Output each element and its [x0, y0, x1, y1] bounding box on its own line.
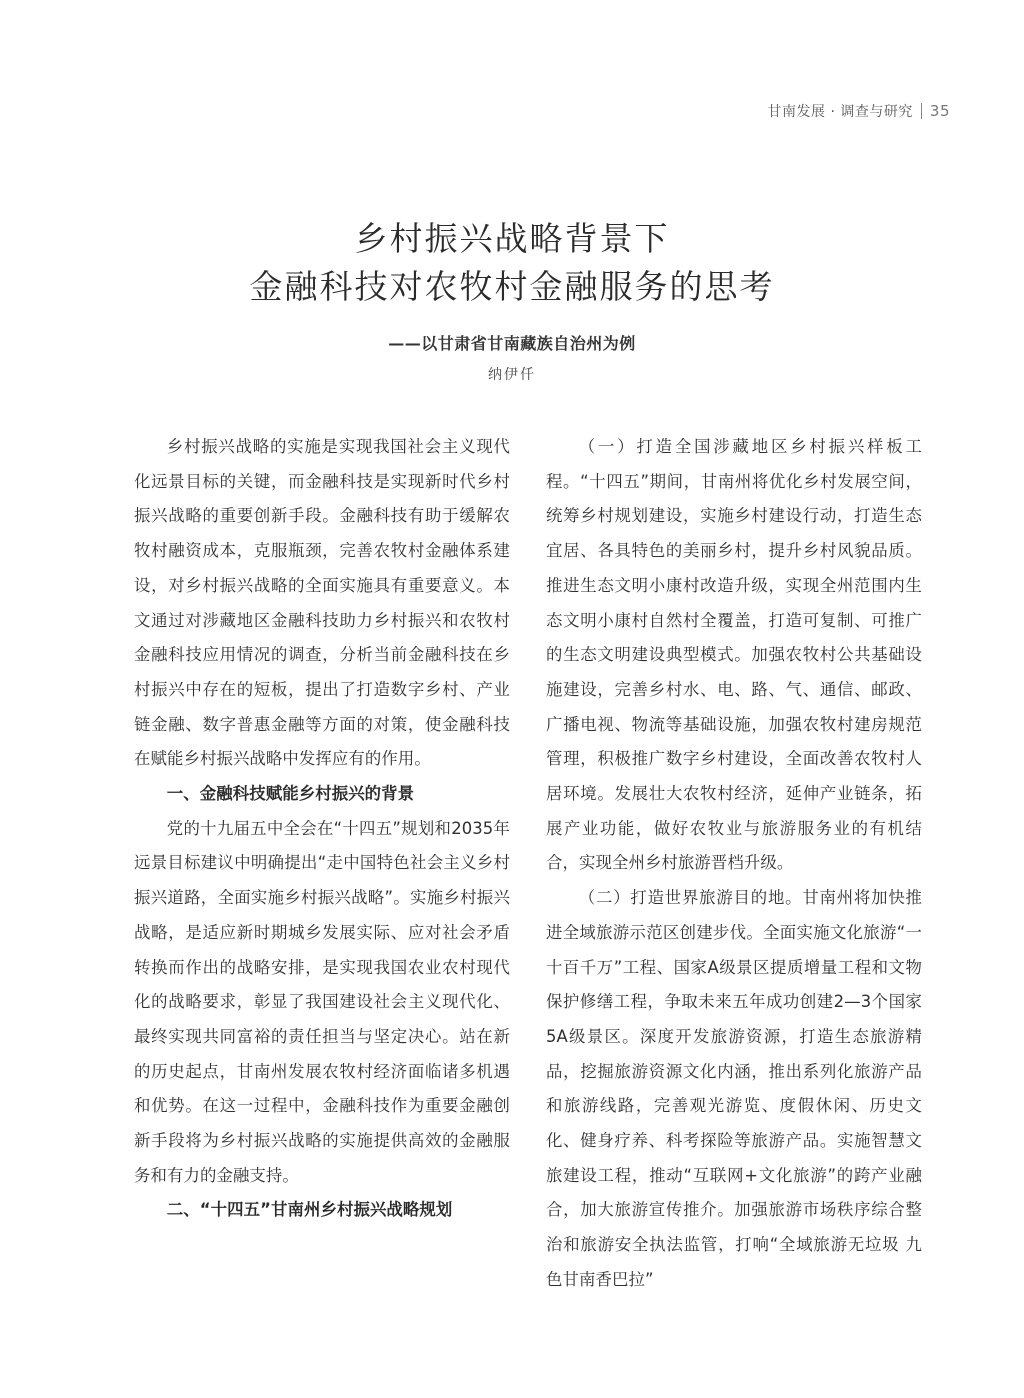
- body-paragraph: 党的十九届五中全会在“十四五”规划和2035年远景目标建议中明确提出“走中国特色社会主义乡村振兴道路，全面实施乡村振兴战略”。实施乡村振兴战略，是适应新时期城乡发展实际、应对社会矛盾转换而作出的战略安排，是实现我国农业农村现代化的战略要求，彰显了我国建设社会主义现代化、最终实现共同富裕的责任担当与坚定决心。站在新的历史起点，甘南州发展农牧村经济面临诸多机遇和优势。在这一过程中，金融科技作为重要金融创新手段将为乡村振兴战略的实施提供高效的金融服务和有力的金融支持。: [134, 818, 510, 1185]
- body-paragraph: （二）打造世界旅游目的地。甘南州将加快推进全域旅游示范区创建步伐。全面实施文化旅游“一十百千万”工程、国家A级景区提质增量工程和文物保护修缮工程，争取未来五年成功创建2—3个国家5A级景区。深度开发旅游资源，打造生态旅游精品，挖掘旅游资源文化内涵，推出系列化旅游产品和旅游线路，完善观光游览、度假休闲、历史文化、健身疗养、科考探险等旅游产品。实施智慧文旅建设工程，推动“互联网+文化旅游”的跨产业融合，加大旅游宣传推介。加强旅游市场秩序综合整治和旅游安全执法监管，打响“全域旅游无垃圾 九色甘南香巴拉”: [546, 888, 922, 1289]
- title-block: [0, 215, 1024, 384]
- journal-name: 甘南发展 · 调查与研究: [767, 104, 913, 120]
- page-number: 35: [929, 102, 950, 120]
- section-heading-2: 二、“十四五”甘南州乡村振兴战略规划: [166, 1200, 453, 1220]
- article-title-line-2: 金融科技对农牧村金融服务的思考: [249, 267, 775, 306]
- section-heading-1: 一、金融科技赋能乡村振兴的背景: [166, 784, 415, 804]
- abstract-paragraph: 乡村振兴战略的实施是实现我国社会主义现代化远景目标的关键，而金融科技是实现新时代乡村振兴战略的重要创新手段。金融科技有助于缓解农牧村融资成本，克服瓶颈，完善农牧村金融体系建设，对乡村振兴战略的全面实施具有重要意义。本文通过对涉藏地区金融科技助力乡村振兴和农牧村金融科技应用情况的调查，分析当前金融科技在乡村振兴中存在的短板，提出了打造数字乡村、产业链金融、数字普惠金融等方面的对策，使金融科技在赋能乡村振兴战略中发挥应有的作用。: [134, 437, 510, 769]
- running-header: [768, 101, 950, 121]
- article-subtitle: ——以甘肃省甘南藏族自治州为例: [388, 334, 636, 353]
- header-divider: [921, 103, 922, 119]
- article-title-line-1: 乡村振兴战略背景下: [354, 219, 670, 258]
- body-paragraph: （一）打造全国涉藏地区乡村振兴样板工程。“十四五”期间，甘南州将优化乡村发展空间，统筹乡村规划建设，实施乡村建设行动，打造生态宜居、各具特色的美丽乡村，提升乡村风貌品质。推进生态文明小康村改造升级，实现全州范围内生态文明小康村自然村全覆盖，打造可复制、可推广的生态文明建设典型模式。加强农牧村公共基础设施建设，完善乡村水、电、路、气、通信、邮政、广播电视、物流等基础设施，加强农牧村建房规范管理，积极推广数字乡村建设，全面改善农牧村人居环境。发展壮大农牧村经济，延伸产业链条，拓展产业功能，做好农牧业与旅游服务业的有机结合，实现全州乡村旅游晋档升级。: [546, 437, 922, 873]
- right-column: [546, 430, 922, 1298]
- left-column: [134, 430, 510, 1228]
- author-name: 纳伊仟: [488, 367, 536, 383]
